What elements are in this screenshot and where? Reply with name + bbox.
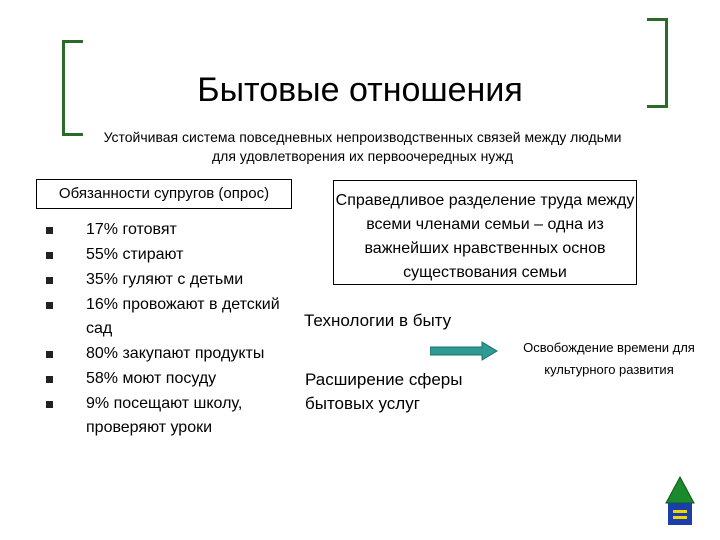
presentation-logo-icon xyxy=(664,475,696,527)
square-bullet-icon xyxy=(46,302,53,309)
services-label: Расширение сферы бытовых услуг xyxy=(305,370,463,413)
list-item xyxy=(30,293,300,341)
list-item-label: 58% моют посуду xyxy=(86,370,217,387)
square-bullet-icon xyxy=(46,277,53,284)
square-bullet-icon xyxy=(46,401,53,408)
list-item xyxy=(30,268,300,292)
duties-list xyxy=(30,218,300,441)
list-item xyxy=(30,392,300,440)
square-bullet-icon xyxy=(46,227,53,234)
list-item-label: 55% стирают xyxy=(86,246,184,263)
square-bullet-icon xyxy=(46,376,53,383)
fair-division-box: Справедливое разделение труда между всеми членами семьи – одна из важнейших нравственных основ существования семьи xyxy=(333,180,637,285)
technology-label: Технологии в быту xyxy=(304,311,452,330)
free-time-label: Освобождение времени для культурного развития xyxy=(523,340,695,377)
slide-title: Бытовые отношения xyxy=(197,71,523,109)
arrow-right-icon xyxy=(430,341,498,361)
duties-header-box: Обязанности супругов (опрос) xyxy=(36,179,292,209)
list-item-label: 80% закупают продукты xyxy=(86,345,265,362)
list-item-label: 35% гуляют с детьми xyxy=(86,271,244,288)
list-item-label: 17% готовят xyxy=(86,221,177,238)
slide-subtitle: Устойчивая система повседневных непроизводственных связей между людьми для удовлетворения их первоочередных нужд xyxy=(103,129,622,164)
list-item xyxy=(30,243,300,267)
list-item xyxy=(30,218,300,242)
list-item-label: 9% посещают школу, проверяют уроки xyxy=(86,395,243,436)
list-item xyxy=(30,367,300,391)
square-bullet-icon xyxy=(46,351,53,358)
square-bullet-icon xyxy=(46,252,53,259)
list-item-label: 16% провожают в детский сад xyxy=(86,296,280,337)
list-item xyxy=(30,342,300,366)
